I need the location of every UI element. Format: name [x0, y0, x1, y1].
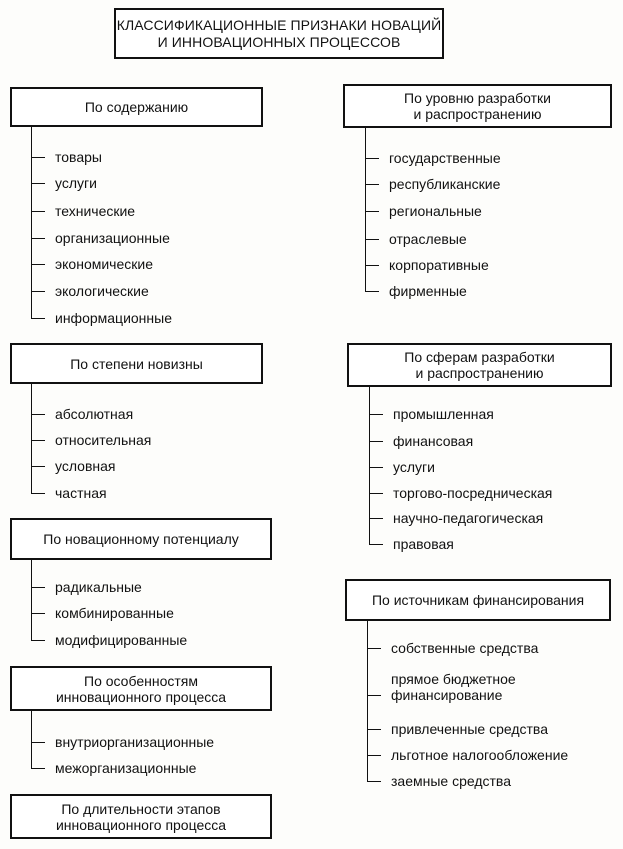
right-group-2-title-line-2: и распространению	[415, 365, 544, 381]
right-group-1-item: республиканские	[389, 176, 501, 192]
left-group-1-header	[10, 87, 263, 127]
right-group-1-connector	[365, 128, 366, 291]
left-group-1-item: товары	[55, 149, 102, 165]
right-group-1-title-line-1: По уровню разработки	[404, 90, 551, 106]
left-group-1-connector	[31, 127, 32, 318]
left-group-4-item: внутриорганизационные	[55, 734, 215, 750]
left-group-5-header	[10, 794, 272, 839]
left-group-1-tick	[31, 238, 45, 239]
right-group-3-item: привлеченные средства	[391, 721, 548, 737]
left-group-3-connector	[31, 560, 32, 640]
right-group-2-item: финансовая	[393, 433, 474, 449]
left-group-4-header	[10, 666, 272, 711]
right-group-1-title-line-2: и распространению	[413, 106, 542, 122]
right-group-2-item: торгово-посредническая	[393, 485, 553, 501]
right-group-2-item: промышленная	[393, 406, 494, 422]
left-group-4-tick	[31, 768, 45, 769]
right-group-1-item: региональные	[389, 203, 482, 219]
right-group-2-tick	[369, 518, 383, 519]
left-group-2-item: частная	[55, 485, 107, 501]
left-group-2-tick	[31, 440, 45, 441]
left-group-1-tick	[31, 183, 45, 184]
left-group-5-title-line-1: По длительности этапов	[61, 800, 221, 817]
left-group-1-title: По содержанию	[84, 99, 189, 115]
right-group-2-connector	[369, 387, 370, 544]
left-group-1-item: технические	[55, 203, 136, 219]
left-group-1-item: организационные	[55, 230, 170, 246]
left-group-2-item: условная	[55, 458, 116, 474]
left-group-4-title-line-2: инновационного процесса	[55, 688, 227, 705]
left-group-3-tick	[31, 587, 45, 588]
right-group-2-item: услуги	[393, 459, 435, 475]
right-group-1-header	[343, 84, 612, 128]
right-group-3-item: собственные средства	[391, 640, 539, 656]
left-group-3-tick	[31, 640, 45, 641]
left-group-1-tick	[31, 318, 45, 319]
right-group-2-item: научно-педагогическая	[393, 510, 544, 526]
right-group-1-item: государственные	[389, 150, 501, 166]
left-group-3-title: По новационному потенциалу	[43, 531, 239, 547]
right-group-2-tick	[369, 414, 383, 415]
left-group-2-item: относительная	[55, 432, 152, 448]
left-group-1-tick	[31, 264, 45, 265]
left-group-2-header	[10, 343, 263, 384]
right-group-2-tick	[369, 493, 383, 494]
diagram-title-line-1: КЛАССИФИКАЦИОННЫЕ ПРИЗНАКИ НОВАЦИЙ	[116, 16, 442, 33]
right-group-2-tick	[369, 441, 383, 442]
left-group-2-tick	[31, 493, 45, 494]
left-group-2-connector	[31, 384, 32, 493]
left-group-4-tick	[31, 742, 45, 743]
left-group-4-item: межорганизационные	[55, 760, 197, 776]
left-group-3-item: радикальные	[55, 579, 142, 595]
right-group-2-tick	[369, 544, 383, 545]
right-group-3-item: прямое бюджетное	[391, 671, 516, 687]
diagram-title-box	[114, 8, 444, 59]
right-group-1-item: корпоративные	[389, 257, 489, 273]
right-group-3-tick	[367, 755, 381, 756]
right-group-1-tick	[365, 158, 379, 159]
left-group-1-item: экологические	[55, 283, 149, 299]
right-group-1-item: фирменные	[389, 283, 467, 299]
left-group-5-title-line-2: инновационного процесса	[55, 816, 227, 833]
left-group-3-item: модифицированные	[55, 632, 188, 648]
right-group-1-tick	[365, 184, 379, 185]
left-group-3-tick	[31, 613, 45, 614]
left-group-2-tick	[31, 466, 45, 467]
left-group-1-item: услуги	[55, 175, 97, 191]
right-group-3-tick	[367, 695, 381, 696]
right-group-2-header	[347, 343, 612, 387]
right-group-2-title-line-1: По сферам разработки	[404, 349, 555, 365]
left-group-2-item: абсолютная	[55, 406, 134, 422]
left-group-1-tick	[31, 211, 45, 212]
right-group-3-item: заемные средства	[391, 773, 511, 789]
right-group-1-tick	[365, 291, 379, 292]
right-group-3-tick	[367, 781, 381, 782]
left-group-1-tick	[31, 157, 45, 158]
right-group-1-tick	[365, 211, 379, 212]
right-group-3-connector	[367, 621, 368, 781]
left-group-1-tick	[31, 291, 45, 292]
diagram-title-line-2: И ИННОВАЦИОННЫХ ПРОЦЕССОВ	[157, 33, 401, 50]
left-group-1-item: экономические	[55, 256, 153, 272]
right-group-3-tick	[367, 648, 381, 649]
right-group-1-item: отраслевые	[389, 231, 467, 247]
right-group-2-item: правовая	[393, 536, 454, 552]
right-group-3-item: льготное налогообложение	[391, 747, 569, 763]
right-group-3-title: По источникам финансирования	[371, 592, 585, 608]
left-group-1-item: информационные	[55, 310, 172, 326]
right-group-1-tick	[365, 239, 379, 240]
right-group-1-tick	[365, 265, 379, 266]
left-group-2-tick	[31, 414, 45, 415]
left-group-4-connector	[31, 711, 32, 768]
left-group-4-title-line-1: По особенностям	[84, 672, 198, 689]
left-group-2-title: По степени новизны	[70, 355, 203, 372]
right-group-3-tick	[367, 729, 381, 730]
left-group-3-header	[10, 518, 272, 560]
right-group-3-header	[345, 579, 611, 621]
left-group-3-item: комбинированные	[55, 605, 174, 621]
right-group-3-item: финансирование	[391, 687, 503, 703]
right-group-2-tick	[369, 467, 383, 468]
